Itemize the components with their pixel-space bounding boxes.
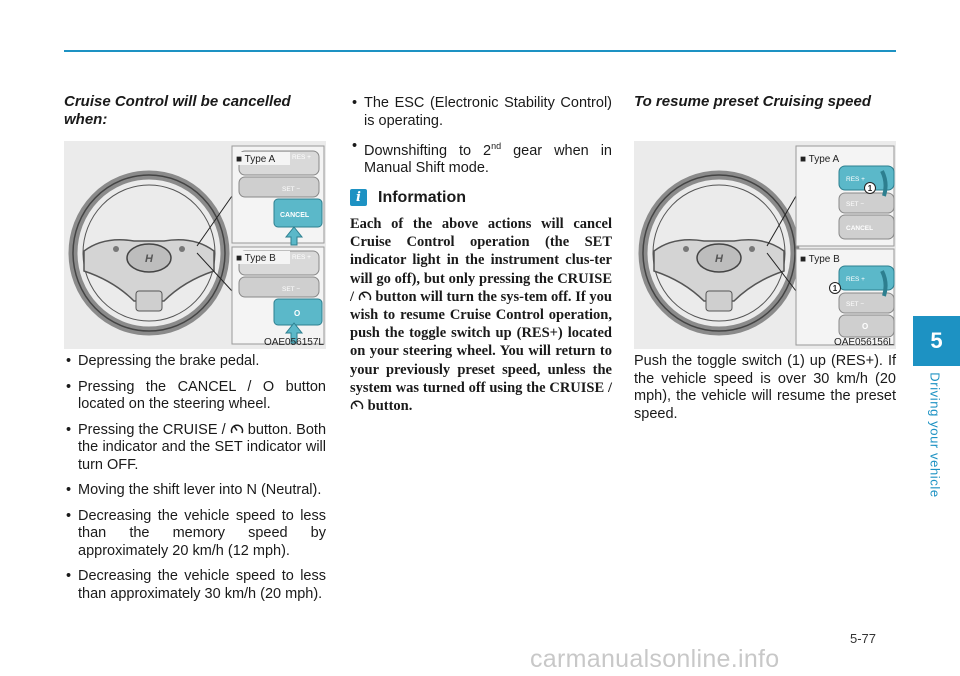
figure-code: OAE056157L xyxy=(263,337,324,348)
svg-text:■ Type A: ■ Type A xyxy=(236,154,276,165)
svg-text:SET −: SET − xyxy=(282,286,301,293)
steering-wheel-illustration xyxy=(634,141,896,349)
resume-instructions: Push the toggle switch (1) up (RES+). If the vehicle speed is over 30 km/h (20 mph), the vehicle will resume the preset speed. xyxy=(634,353,896,422)
list-item: • Downshifting to 2nd gear when in Manual Shift mode. xyxy=(350,138,612,178)
cruise-speedometer-icon xyxy=(230,423,244,435)
svg-text:H: H xyxy=(145,253,153,265)
figure-code: OAE056156L xyxy=(833,337,894,348)
list-item: • Pressing the CANCEL / O button located on the steering wheel. xyxy=(64,379,326,414)
page-number: 5-77 xyxy=(850,631,877,646)
cancel-conditions-list-cont xyxy=(350,95,612,186)
steering-wheel-illustration xyxy=(64,141,326,349)
information-icon: i xyxy=(350,189,367,206)
list-item: • The ESC (Electronic Stability Control) is operating. xyxy=(350,95,612,130)
steering-figure-resume xyxy=(634,141,896,349)
section-heading-cancel: Cruise Control will be cancelled when: xyxy=(64,93,291,128)
information-title: Information xyxy=(378,189,466,206)
cruise-speedometer-icon xyxy=(350,399,364,411)
svg-text:1: 1 xyxy=(832,284,838,293)
information-body: Each of the above actions will cancel Cruise Control operation (the SET indicator light in the instrument clus-ter will go off), but only pressing the CRUISE / button will turn the sys-tem off. If you wish to resume Cruise Control operation, push the toggle switch up (RES+) located on your steering wheel. You will return to your previously preset speed, unless the system was turned off using the CRUISE / button. xyxy=(350,216,612,415)
cruise-speedometer-icon xyxy=(358,290,372,302)
chapter-title-side: Driving your vehicle xyxy=(927,372,943,498)
svg-text:H: H xyxy=(715,253,723,265)
svg-text:■ Type B: ■ Type B xyxy=(800,254,840,265)
steering-figure-cancel xyxy=(64,141,326,349)
top-rule xyxy=(64,50,896,52)
svg-text:RES +: RES + xyxy=(846,276,865,283)
svg-text:O: O xyxy=(862,322,869,331)
section-heading-resume: To resume preset Cruising speed xyxy=(634,93,872,110)
svg-text:SET −: SET − xyxy=(846,301,865,308)
svg-text:CANCEL: CANCEL xyxy=(846,225,874,232)
svg-text:■ Type B: ■ Type B xyxy=(236,253,276,264)
svg-text:RES +: RES + xyxy=(846,176,865,183)
svg-text:RES +: RES + xyxy=(292,254,311,261)
svg-text:SET −: SET − xyxy=(282,186,301,193)
svg-text:■ Type A: ■ Type A xyxy=(800,154,840,165)
list-item: • Decreasing the vehicle speed to less than the memory speed by approximately 20 km/h (12 mph). xyxy=(64,508,326,561)
watermark: carmanualsonline.info xyxy=(530,645,780,673)
chapter-number-tab: 5 xyxy=(913,316,960,366)
svg-text:CANCEL: CANCEL xyxy=(280,212,310,219)
svg-text:SET −: SET − xyxy=(846,201,865,208)
list-item: • Moving the shift lever into N (Neutral). xyxy=(64,482,326,500)
svg-text:RES +: RES + xyxy=(292,154,311,161)
list-item: • Pressing the CRUISE / button. Both the indicator and the SET indicator will turn OFF. xyxy=(64,422,326,475)
list-item: • Depressing the brake pedal. xyxy=(64,353,326,371)
list-item: • Decreasing the vehicle speed to less than approximately 30 km/h (20 mph). xyxy=(64,568,326,603)
svg-text:O: O xyxy=(294,309,301,318)
cancel-conditions-list xyxy=(64,353,326,611)
svg-text:1: 1 xyxy=(867,184,873,193)
